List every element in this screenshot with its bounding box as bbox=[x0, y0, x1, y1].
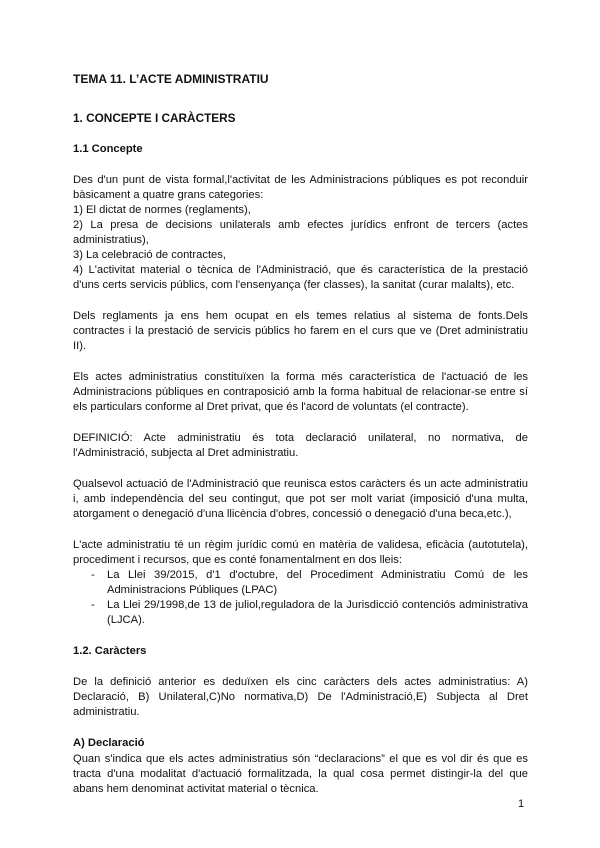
paragraph-actes: Els actes administratius constituïxen la forma més característica de l'actuació de les Administracions públiques en contraposició amb la forma habitual de relacionar-se entre sí els particulars conforme al Dret privat, que és l'acord de voluntats (el contracte). bbox=[73, 371, 528, 413]
intro-line: 4) L'activitat material o tècnica de l'Administració, que és característica de la prestació d'uns certs servicis públics, com l'ensenyança (fer classes), la sanitat (curar malalts), etc. bbox=[73, 264, 528, 291]
section-1-heading: 1. CONCEPTE I CARÀCTERS bbox=[73, 111, 236, 125]
intro-line: 2) La presa de decisions unilaterals amb efectes jurídics enfront de tercers (actes administratius), bbox=[73, 219, 528, 246]
intro-categories bbox=[73, 173, 528, 293]
intro-line: 3) La celebració de contractes, bbox=[73, 249, 226, 261]
paragraph-qualsevol: Qualsevol actuació de l'Administració que reunisca estos caràcters és un acte administratiu i, amb independència del seu contingut, que pot ser molt variat (imposició d'una multa, atorgament o denegació d'una llicència d'obres, concessió o denegació d'una beca,etc.), bbox=[73, 478, 528, 520]
law-text: La Llei 39/2015, d'1 d'octubre, del Procediment Administratiu Comú de les Administracions Públiques (LPAC) bbox=[107, 569, 528, 596]
page-number: 1 bbox=[518, 798, 525, 810]
document-title: TEMA 11. L’ACTE ADMINISTRATIU bbox=[73, 72, 269, 86]
section-1-1-heading: 1.1 Concepte bbox=[73, 143, 143, 155]
list-item bbox=[73, 568, 528, 598]
laws-list bbox=[73, 568, 528, 628]
dash-bullet: - bbox=[91, 569, 95, 581]
paragraph-definicio: DEFINICIÓ: Acte administratiu és tota declaració unilateral, no normativa, de l'Administració, subjecta al Dret administratiu. bbox=[73, 432, 528, 459]
section-1-2-heading: 1.2. Caràcters bbox=[73, 645, 147, 657]
dash-bullet: - bbox=[91, 599, 95, 611]
page-content bbox=[73, 72, 528, 813]
paragraph-regim: L'acte administratiu té un règim jurídic comú en matèria de validesa, eficàcia (autotutela), procediment i recursos, que es conté fonamentalment en dos lleis: bbox=[73, 539, 528, 566]
paragraph-reglaments: Dels reglaments ja ens hem ocupat en els temes relatius al sistema de fonts.Dels contractes i la prestació de servicis públics ho farem en el curs que ve (Dret administratiu II). bbox=[73, 310, 528, 352]
law-text: La Llei 29/1998,de 13 de juliol,reguladora de la Jurisdicció contenciós administrativa (LJCA). bbox=[107, 599, 528, 626]
paragraph-caracters: De la definició anterior es deduïxen els cinc caràcters dels actes administratius: A) Declaració, B) Unilateral,C)No normativa,D) De l'Administració,E) Subjecta al Dret administratiu. bbox=[73, 676, 528, 718]
list-item bbox=[73, 598, 528, 628]
intro-line: 1) El dictat de normes (reglaments), bbox=[73, 204, 251, 216]
paragraph-declaracio: Quan s'indica que els actes administratius són “declaracions” el que es vol dir és que es tracta d'una modalitat d'actuació formalitzada, la qual cosa permet distingir-la del que abans hem denominat activitat material o tècnica. bbox=[73, 753, 528, 795]
intro-line: Des d'un punt de vista formal,l'activitat de les Administracions públiques es pot reconduir bàsicament a quatre grans categories: bbox=[73, 174, 528, 201]
section-a-heading: A) Declaració bbox=[73, 737, 145, 749]
